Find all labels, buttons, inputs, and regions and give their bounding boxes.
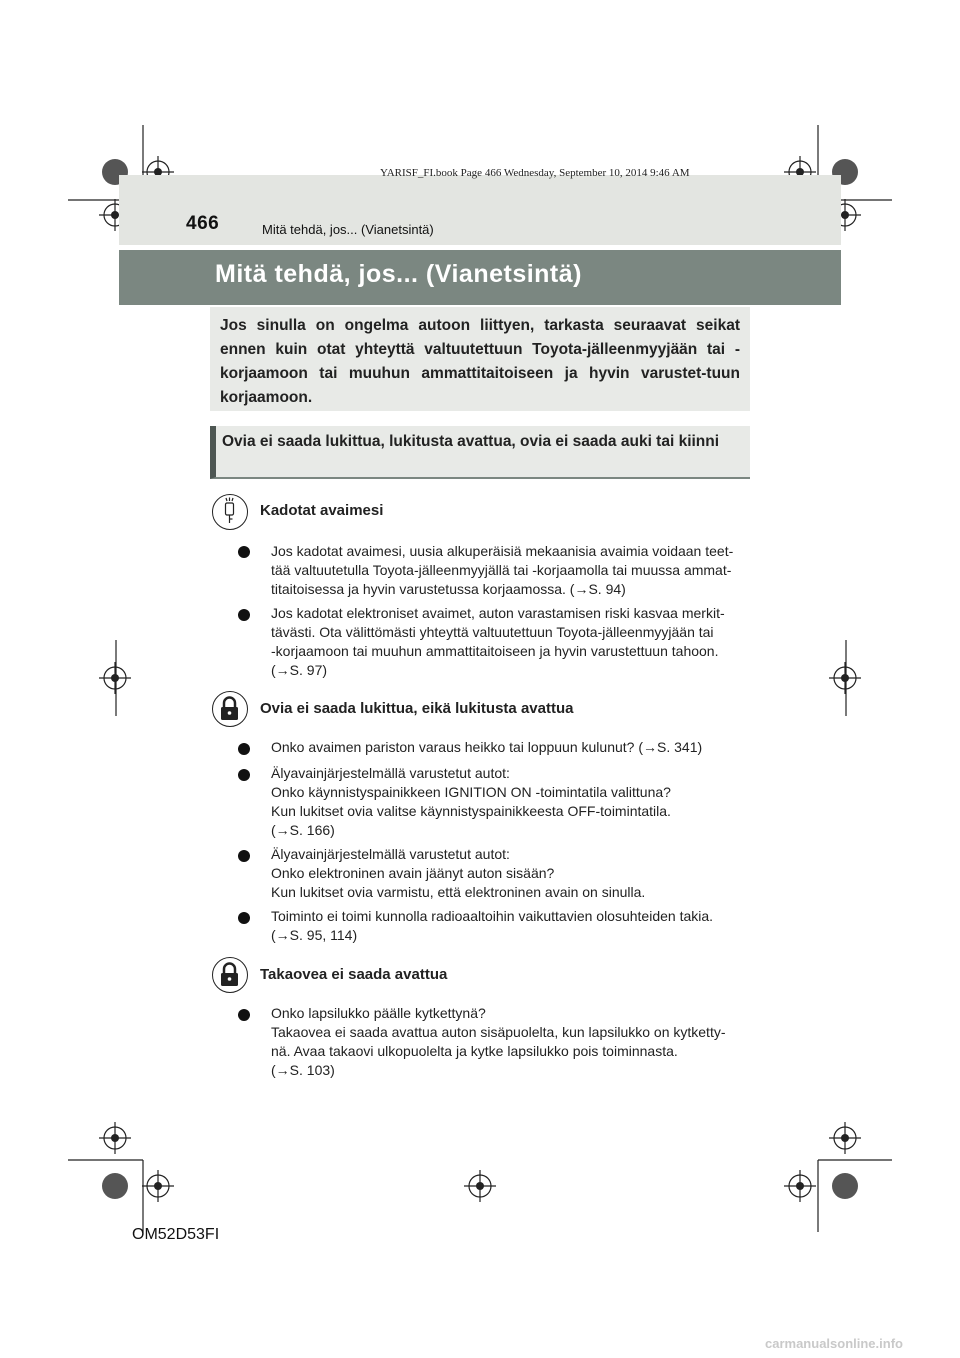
list-item: Jos kadotat elektroniset avaimet, auton varastamisen riski kasvaa merkit- tävästi. Ota välittömästi yhteyttä valtuutettuun Toyota-jälleenmyyjään tai -korjaamoon tai muuhun ammattitaitoiseen ja hyvin varustettuun tahoon. (→S. 97) [271, 605, 725, 678]
document-code: OM52D53FI [132, 1226, 220, 1243]
key-icon [212, 494, 248, 530]
watermark: carmanualsonline.info [765, 1336, 903, 1351]
running-title: Mitä tehdä, jos... (Vianetsintä) [262, 222, 434, 237]
list-item: Jos kadotat avaimesi, uusia alkuperäisiä mekaanisia avaimia voidaan teet- tää valtuutetulla Toyota-jälleenmyyjällä tai -korjaamolla tai muussa ammat- titaitoisessa ja hyvin varustetussa korjaamossa. (→S. 94) [271, 543, 734, 597]
list-item: Älyavainjärjestelmällä varustetut autot: Onko elektroninen avain jäänyt auton sisään? Kun lukitset ovia varmistu, että elektroninen avain on sinulla. [271, 846, 646, 900]
list-item: Toiminto ei toimi kunnolla radioaaltoihin vaikuttavien olosuhteiden takia. (→S. 95, 114) [271, 908, 714, 943]
intro-text: Jos sinulla on ongelma autoon liittyen, tarkasta seuraavat seikat ennen kuin otat yhteyttä valtuutettuun Toyota-jälleenmyyjään tai -korjaamoon tai muuhun ammattitaitoiseen ja hyvin varustet-tuun korjaamoon. [220, 317, 740, 406]
header-band [119, 175, 841, 245]
bullet-marker [238, 609, 250, 621]
lock-icon [212, 691, 248, 727]
lock-icon [212, 957, 248, 993]
bullet-marker [238, 743, 250, 755]
list-item: Onko avaimen pariston varaus heikko tai loppuun kulunut? (→S. 341) [271, 739, 703, 755]
bullet-marker [238, 850, 250, 862]
bullet-marker [238, 912, 250, 924]
list-item: Älyavainjärjestelmällä varustetut autot: Onko käynnistyspainikkeen IGNITION ON -toimintatila valittuna? Kun lukitset ovia valitse käynnistyspainikkeesta OFF-toimintatila. (→S. 166) [271, 765, 671, 838]
subsection-title-3: Takaovea ei saada avattua [260, 966, 448, 983]
page-title: Mitä tehdä, jos... (Vianetsintä) [215, 260, 582, 288]
book-info: YARISF_FI.book Page 466 Wednesday, September 10, 2014 9:46 AM [380, 167, 690, 179]
bullet-marker [238, 769, 250, 781]
section-heading [210, 426, 750, 479]
bullet-marker [238, 1009, 250, 1021]
intro-box [210, 307, 750, 411]
section-title: Ovia ei saada lukittua, lukitusta avattua, ovia ei saada auki tai kiinni [222, 433, 720, 450]
subsection-title-1: Kadotat avaimesi [260, 502, 384, 519]
bullet-marker [238, 546, 250, 558]
page-number: 466 [186, 213, 220, 234]
list-item: Onko lapsilukko päälle kytkettynä? Takaovea ei saada avattua auton sisäpuolelta, kun lapsilukko on kytketty- nä. Avaa takaovi ulkopuolelta ja kytke lapsilukko pois toiminnasta. (→S. 103) [271, 1005, 726, 1078]
subsection-title-2: Ovia ei saada lukittua, eikä lukitusta avattua [260, 700, 574, 717]
page-title-bar [119, 250, 841, 305]
